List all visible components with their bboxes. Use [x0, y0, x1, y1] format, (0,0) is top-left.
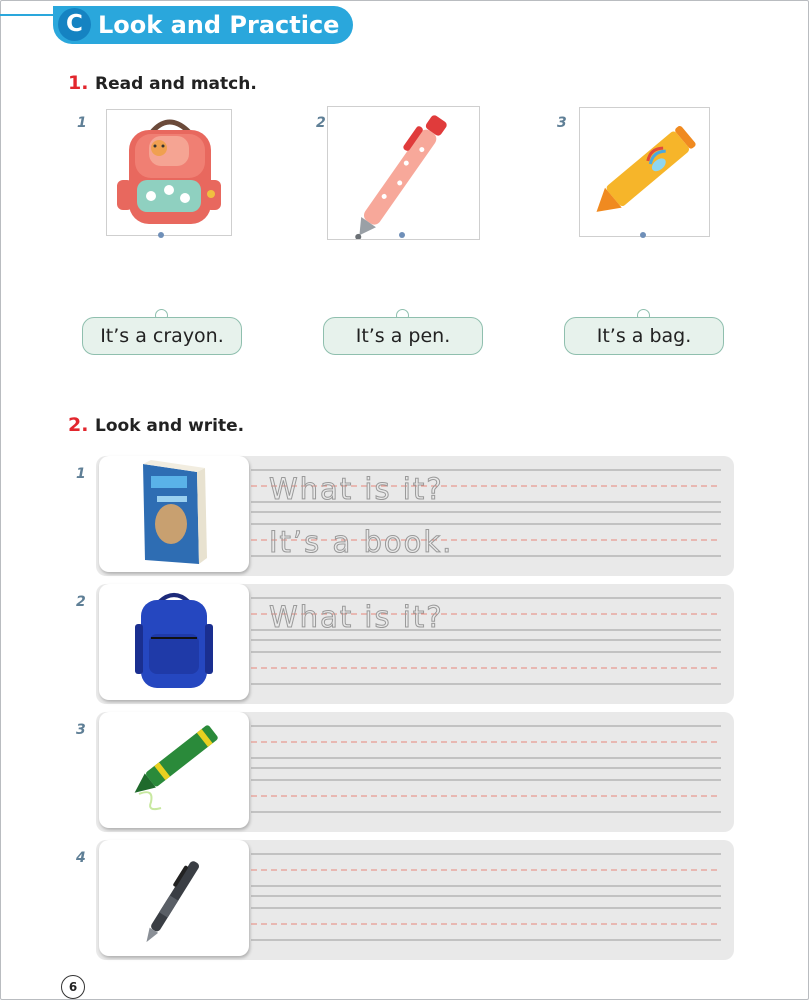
match-dot[interactable]: [158, 232, 164, 238]
trace-question: What is it?: [269, 472, 444, 506]
match-item-number: 2: [316, 115, 326, 131]
write-item-number: 4: [76, 850, 86, 866]
writing-lines-3[interactable]: [251, 720, 721, 824]
book-icon: [99, 456, 249, 572]
trace-question: What is it?: [269, 600, 444, 634]
section-1-title: Read and match.: [95, 74, 257, 94]
match-dot[interactable]: [640, 232, 646, 238]
writing-row-1: [96, 456, 734, 576]
section-letter-badge: C: [58, 8, 91, 41]
match-picture-2: [327, 106, 480, 240]
page-title: Look and Practice: [98, 11, 340, 39]
crayon-icon: [99, 712, 249, 828]
backpack-icon: [99, 584, 249, 700]
match-item-number: 1: [77, 115, 87, 131]
write-item-number: 2: [76, 594, 86, 610]
writing-row-2: [96, 584, 734, 704]
crayon-icon: [580, 108, 709, 236]
write-item-number: 3: [76, 722, 86, 738]
match-dot[interactable]: [399, 232, 405, 238]
writing-picture-4: [99, 840, 249, 956]
match-picture-1: [106, 109, 232, 236]
writing-row-4: [96, 840, 734, 960]
match-sentence-1: It’s a crayon.: [82, 317, 242, 355]
trace-answer: It’s a book.: [269, 525, 454, 559]
writing-lines-4[interactable]: [251, 848, 721, 952]
pen-icon: [99, 840, 249, 956]
writing-picture-3: [99, 712, 249, 828]
writing-picture-1: [99, 456, 249, 572]
section-1-number: 1.: [68, 72, 89, 94]
page-number: 6: [61, 975, 85, 999]
backpack-icon: [107, 110, 231, 235]
match-sentence-3: It’s a bag.: [564, 317, 724, 355]
match-sentence-2: It’s a pen.: [323, 317, 483, 355]
write-item-number: 1: [76, 466, 86, 482]
section-2-number: 2.: [68, 414, 89, 436]
writing-row-3: [96, 712, 734, 832]
match-picture-3: [579, 107, 710, 237]
section-2-title: Look and write.: [95, 416, 245, 436]
match-item-number: 3: [557, 115, 567, 131]
writing-picture-2: [99, 584, 249, 700]
writing-lines-2[interactable]: [251, 592, 721, 696]
writing-lines-1[interactable]: [251, 464, 721, 568]
pen-icon: [328, 107, 479, 239]
